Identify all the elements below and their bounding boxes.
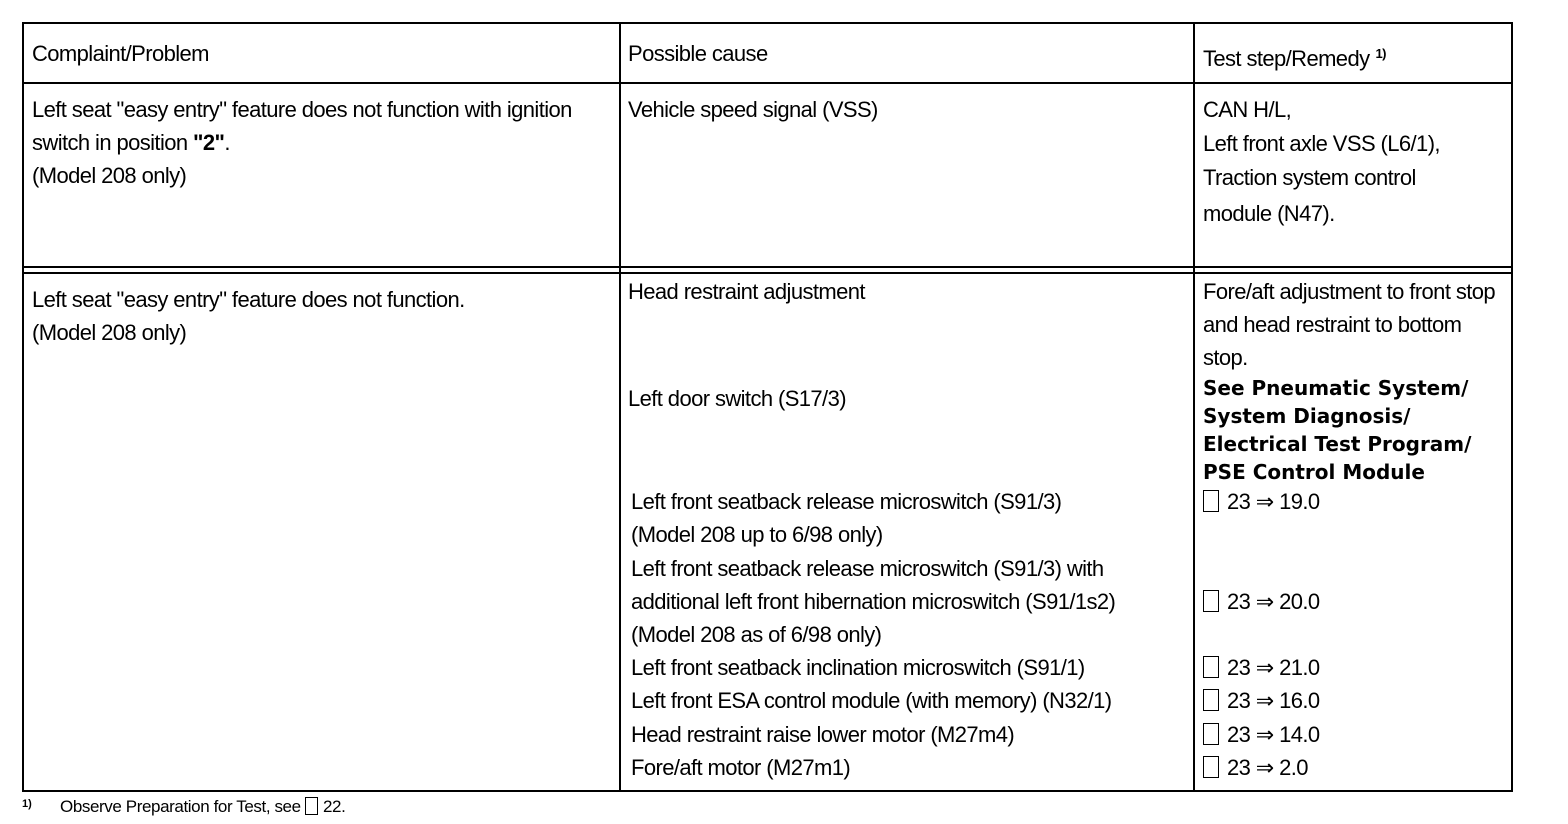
row2-remedy-ref-16 [1203,684,1320,717]
row2-cause-fore-aft-motor: Fore/aft motor (M27m1) [631,755,851,780]
row2-cause-hibernation-line3: (Model 208 as of 6/98 only) [631,622,882,647]
table-left-border [22,22,24,792]
row2-cause-hibernation-line2: additional left front hibernation microswitch (S91/1s2) [631,589,1116,614]
row2-remedy-see-ref-line4: PSE Control Module [1203,460,1425,484]
row2-top-border [22,272,1513,274]
row2-remedy-adjustment-line3: stop. [1203,345,1248,370]
row2-cause-inclination-microswitch: Left front seatback inclination microswitch (S91/1) [631,655,1085,680]
row2-cause-left-door-switch: Left door switch (S17/3) [628,386,846,411]
page-ref-box-icon [305,797,318,815]
row2-remedy-ref-14 [1203,718,1320,751]
row2-remedy-adjustment-line1: Fore/aft adjustment to front stop [1203,279,1496,304]
page-ref-box-icon [1203,656,1219,678]
footnote-marker: 1) [22,798,32,810]
footnote-ref: 22. [323,797,346,816]
row2-cause-hibernation-line1: Left front seatback release microswitch (S91/3) with [631,556,1104,581]
row2-cause-head-restraint-adjustment: Head restraint adjustment [628,279,865,304]
row2-cause-esa-control-module: Left front ESA control module (with memory) (N32/1) [631,688,1112,713]
row2-remedy-ref-20-text: 23 ⇒ 20.0 [1227,589,1320,614]
row1-bottom-border [22,266,1513,268]
row2-remedy-ref-19-text: 23 ⇒ 19.0 [1227,489,1320,514]
row1-complaint-line1: Left seat "easy entry" feature does not function with ignition [32,97,572,122]
footnote-text-body: Observe Preparation for Test, see [60,797,305,816]
page-ref-box-icon [1203,689,1219,711]
row2-remedy-ref-21-text: 23 ⇒ 21.0 [1227,655,1320,680]
header-bottom-border [22,82,1513,84]
row2-cause-seatback-release-line2: (Model 208 up to 6/98 only) [631,522,883,547]
row2-remedy-ref-14-text: 23 ⇒ 14.0 [1227,722,1320,747]
row1-complaint-line2-end: . [224,130,230,155]
row2-remedy-adjustment-line2: and head restraint to bottom [1203,312,1462,337]
page-ref-box-icon [1203,723,1219,745]
column-divider-1 [619,22,621,792]
row1-remedy-line3: Traction system control [1203,165,1416,190]
row1-cause: Vehicle speed signal (VSS) [628,97,878,122]
row2-complaint-line2: (Model 208 only) [32,320,187,345]
row2-remedy-ref-19 [1203,485,1320,518]
row2-remedy-ref-2 [1203,751,1308,784]
row2-complaint-line1: Left seat "easy entry" feature does not function. [32,287,465,312]
row2-remedy-ref-21 [1203,651,1320,684]
header-remedy [1203,37,1386,75]
row1-remedy-line4: module (N47). [1203,201,1335,226]
row2-remedy-ref-16-text: 23 ⇒ 16.0 [1227,688,1320,713]
header-remedy-label: Test step/Remedy [1203,46,1370,71]
row2-remedy-ref-20 [1203,585,1320,618]
row1-complaint-line3: (Model 208 only) [32,163,187,188]
row2-remedy-ref-2-text: 23 ⇒ 2.0 [1227,755,1308,780]
row2-cause-seatback-release-line1: Left front seatback release microswitch (S91/3) [631,489,1062,514]
row2-remedy-see-ref-line1: See Pneumatic System/ [1203,376,1469,400]
row1-complaint-position-value: "2" [193,130,225,155]
row1-complaint-line2-text: switch in position [32,130,194,155]
footnote-text [60,797,345,817]
row1-remedy-line2: Left front axle VSS (L6/1), [1203,131,1440,156]
column-divider-2 [1193,22,1195,792]
header-cause: Possible cause [628,41,768,66]
row2-remedy-see-ref-line2: System Diagnosis/ [1203,404,1411,428]
row1-remedy-line1: CAN H/L, [1203,97,1292,122]
header-remedy-footnote-marker: 1) [1375,46,1386,61]
page-ref-box-icon [1203,490,1219,512]
page-ref-box-icon [1203,590,1219,612]
row2-cause-head-restraint-motor: Head restraint raise lower motor (M27m4) [631,722,1015,747]
row1-complaint-line2 [32,126,230,159]
table-right-border [1511,22,1513,792]
header-complaint: Complaint/Problem [32,41,209,66]
row2-remedy-see-ref-line3: Electrical Test Program/ [1203,432,1472,456]
table-bottom-border [22,790,1513,792]
table-top-border [22,22,1513,24]
page-ref-box-icon [1203,756,1219,778]
